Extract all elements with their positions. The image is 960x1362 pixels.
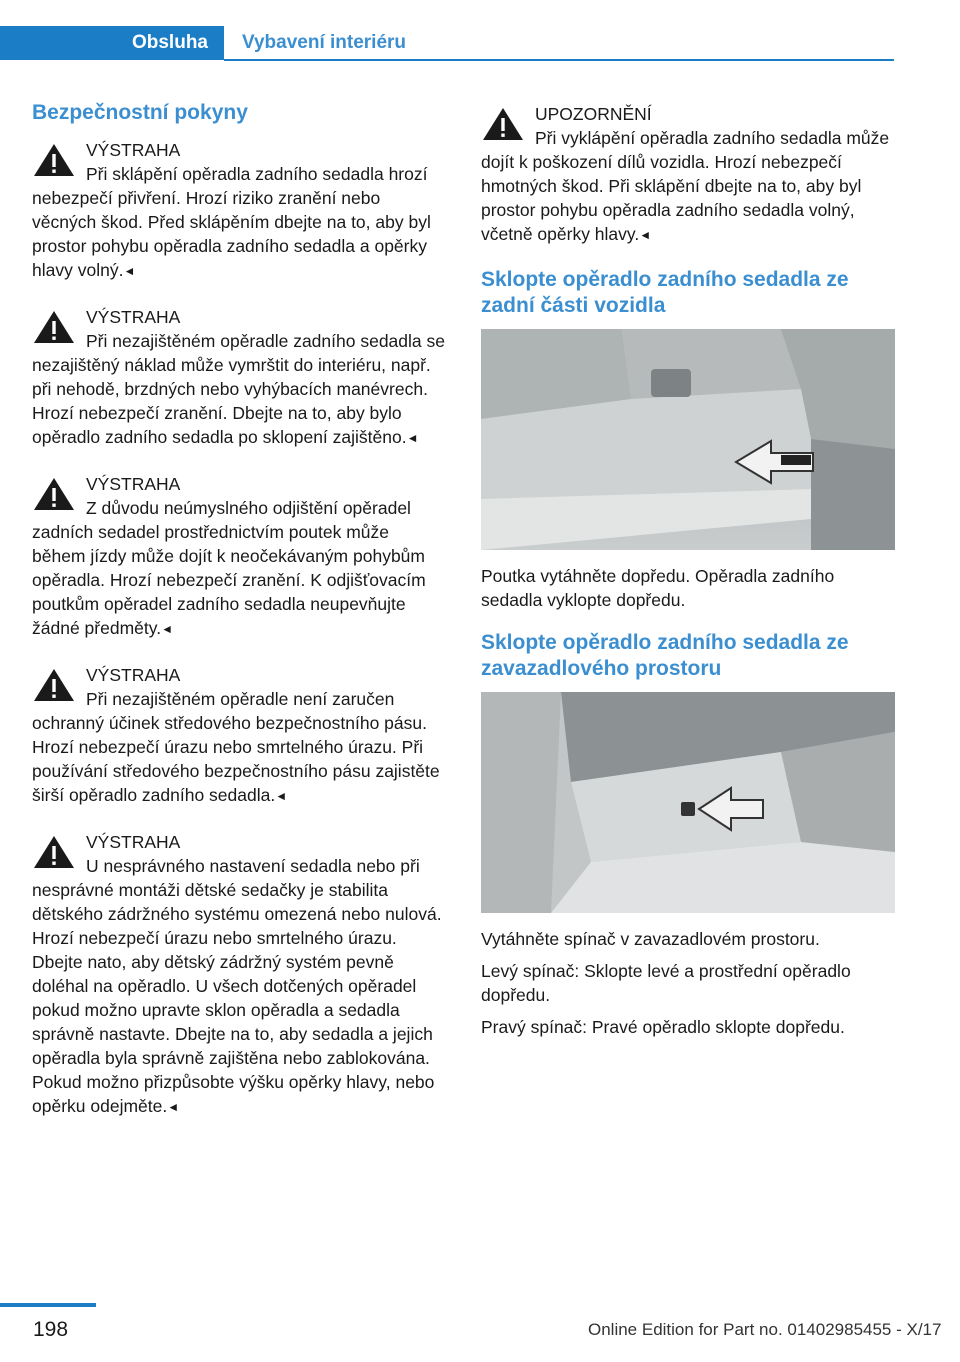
warning-title: VÝSTRAHA [86,307,181,327]
tab-vybaveni-interieru[interactable]: Vybavení interiéru [242,32,407,53]
warning-triangle-icon [32,476,76,512]
section2-text-1: Vytáhněte spínač v zavazadlovém prostoru. [481,929,820,949]
section-heading-trunk: Sklopte opěradlo zadního sedadla ze zavazadlového prostoru [481,631,849,680]
warning-triangle-icon [32,834,76,870]
warning-title: VÝSTRAHA [86,140,181,160]
warning-title: VÝSTRAHA [86,832,181,852]
section2-text-2: Levý spínač: Sklopte levé a prostřední opěradlo dopředu. [481,961,851,1005]
tab-obsluha[interactable]: Obsluha [0,26,224,60]
warning-text: Při nezajištěném opěradle zadního sedadla se nezajištěný náklad může vymrštit do interiéru, např. při nehodě, brzdných nebo vyhýbacích manévrech. Hrozí nebezpečí zranění. Dbejte na to, aby bylo opěradlo zadního sedadla po sklopení zajištěno. [32,331,445,447]
warning-text: U nesprávného nastavení sedadla nebo při nesprávné montáži dětské sedačky je stabilita dětského zádržného systému omezená nebo nulová. Hrozí nebezpečí úrazu nebo smrtelného úrazu. Dbejte nato, aby dětský zádržný systém pevně doléhal na opěradlo. U všech dotčených opěradel pokud možno upravte sklon opěradla a sedadla správně nastavte. Dbejte na to, aby sedadla a jejich opěradla byla správně zajištěna nebo zablokována. Pokud možno přizpůsobte výšku opěrky hlavy, nebo opěrku odejměte. [32,856,442,1116]
warning-block [32,661,447,808]
footer-rule [0,1303,96,1307]
warning-text: Z důvodu neúmyslného odjištění opěradel zadních sedadel prostřednictvím poutek může během jízdy může dojít k neočekávaným pohybům opěradla. Hrozí nebezpečí zranění. K odjišťovacím poutkům opěradel zadního sedadla neupevňujte žádné předměty. [32,498,426,638]
notice-text: Při vyklápění opěradla zadního sedadla může dojít k poškození dílů vozidla. Hrozí nebezpečí hmotných škod. Při sklápění dbejte na to, aby byl prostor pohybu opěradla zadního sedadla volný, včetně opěrky hlavy. [481,128,890,244]
end-mark: ◄ [275,789,288,803]
end-mark: ◄ [639,228,652,242]
warning-triangle-icon [32,667,76,703]
warning-title: VÝSTRAHA [86,665,181,685]
warning-block [32,136,447,283]
warning-triangle-icon [32,142,76,178]
edition-note: Online Edition for Part no. 01402985455 - X/17 [588,1320,942,1339]
warning-text: Při nezajištěném opěradle není zaručen ochranný účinek středového bezpečnostního pásu. Hrozí nebezpečí úrazu nebo smrtelného úrazu. Při používání středového bezpečnostního pásu zajistěte širší opěradlo zadního sedadla. [32,689,440,805]
right-column [481,100,896,1047]
section1-text: Poutka vytáhněte dopředu. Opěradla zadního sedadla vyklopte dopředu. [481,566,835,610]
warning-text: Při sklápění opěradla zadního sedadla hrozí nebezpečí přivření. Hrozí riziko zranění nebo věcných škod. Před sklápěním dbejte na to, aby byl prostor pohybu opěradla zadního sedadla a opěrky hlavy volný. [32,164,431,280]
end-mark: ◄ [123,264,136,278]
warning-block [32,828,447,1119]
end-mark: ◄ [406,431,419,445]
warning-block [32,303,447,450]
page-number: 198 [33,1318,69,1341]
end-mark: ◄ [161,622,173,636]
notice-title: UPOZORNĚNÍ [535,104,652,124]
header-rule [224,59,894,61]
warning-block [32,470,447,641]
warning-triangle-icon [481,106,525,142]
section-heading-rear: Sklopte opěradlo zadního sedadla ze zadní části vozidla [481,268,849,317]
end-mark: ◄ [167,1100,180,1114]
trunk-switch-photo [481,692,895,913]
warning-triangle-icon [32,309,76,345]
section-heading-safety: Bezpečnostní pokyny [32,101,248,124]
rear-seat-photo [481,329,895,550]
warning-title: VÝSTRAHA [86,474,181,494]
header-tabs [0,26,894,60]
left-column [32,100,447,1139]
notice-block [481,100,896,247]
section2-text-3: Pravý spínač: Pravé opěradlo sklopte dopředu. [481,1017,845,1037]
